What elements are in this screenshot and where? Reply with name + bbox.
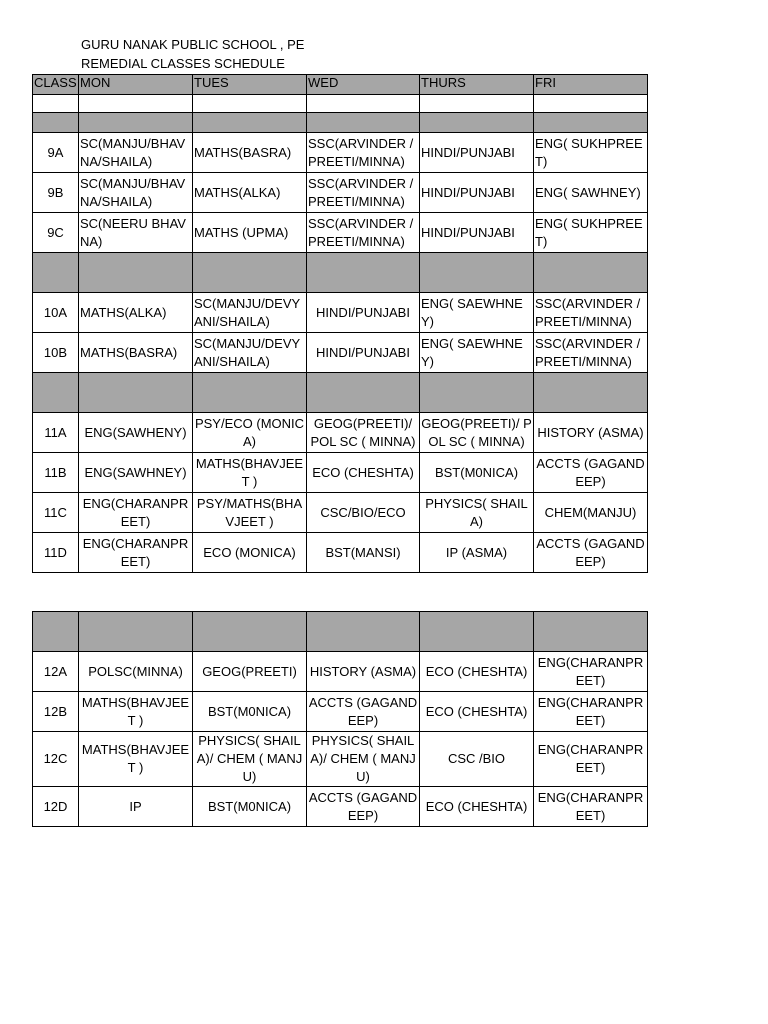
table-row: [33, 453, 648, 493]
wed-cell: CSC/BIO/ECO: [307, 493, 420, 533]
class-cell: 11B: [33, 453, 79, 493]
thurs-cell: ENG( SAEWHNEY): [420, 333, 534, 373]
thurs-cell: ECO (CHESHTA): [420, 652, 534, 692]
fri-cell: ACCTS (GAGANDEEP): [534, 453, 648, 493]
table-row: [33, 692, 648, 732]
school-name: GURU NANAK PUBLIC SCHOOL , PE: [81, 37, 305, 52]
thurs-cell: PHYSICS( SHAILA): [420, 493, 534, 533]
mon-cell: ENG(SAWHENY): [79, 413, 193, 453]
fri-cell: ENG(CHARANPREET): [534, 692, 648, 732]
tues-cell: BST(M0NICA): [193, 787, 307, 827]
mon-cell: MATHS(BHAVJEET ): [79, 692, 193, 732]
fri-cell: ENG(CHARANPREET): [534, 787, 648, 827]
wed-cell: PHYSICS( SHAILA)/ CHEM ( MANJU): [307, 732, 420, 787]
class-cell: 11C: [33, 493, 79, 533]
tues-cell: GEOG(PREETI): [193, 652, 307, 692]
wed-cell: SSC(ARVINDER / PREETI/MINNA): [307, 213, 420, 253]
fri-cell: HISTORY (ASMA): [534, 413, 648, 453]
tues-cell: MATHS(BHAVJEET ): [193, 453, 307, 493]
wed-cell: BST(MANSI): [307, 533, 420, 573]
fri-cell: ENG( SUKHPREET): [534, 133, 648, 173]
thurs-cell: BST(M0NICA): [420, 453, 534, 493]
separator-row: [33, 253, 648, 293]
tues-cell: MATHS(BASRA): [193, 133, 307, 173]
wed-cell: SSC(ARVINDER / PREETI/MINNA): [307, 173, 420, 213]
thurs-cell: ECO (CHESHTA): [420, 787, 534, 827]
tues-cell: PSY/MATHS(BHAVJEET ): [193, 493, 307, 533]
class-cell: 10A: [33, 293, 79, 333]
table-row: [33, 652, 648, 692]
separator-row: [33, 373, 648, 413]
class-cell: 9C: [33, 213, 79, 253]
thurs-cell: GEOG(PREETI)/ POL SC ( MINNA): [420, 413, 534, 453]
mon-cell: SC(NEERU BHAVNA): [79, 213, 193, 253]
blank-row: [33, 95, 648, 113]
table-row: [33, 732, 648, 787]
tues-cell: PSY/ECO (MONICA): [193, 413, 307, 453]
class-cell: 12C: [33, 732, 79, 787]
tues-cell: SC(MANJU/DEVYANI/SHAILA): [193, 293, 307, 333]
thurs-cell: CSC /BIO: [420, 732, 534, 787]
header-wed: WED: [307, 75, 420, 95]
table-row: [33, 133, 648, 173]
header-row: [33, 75, 648, 95]
table-row: [33, 493, 648, 533]
mon-cell: SC(MANJU/BHAVNA/SHAILA): [79, 133, 193, 173]
mon-cell: MATHS(ALKA): [79, 293, 193, 333]
fri-cell: ACCTS (GAGANDEEP): [534, 533, 648, 573]
table-row: [33, 333, 648, 373]
class-cell: 11A: [33, 413, 79, 453]
fri-cell: SSC(ARVINDER / PREETI/MINNA): [534, 293, 648, 333]
header-mon: MON: [79, 75, 193, 95]
wed-cell: ECO (CHESHTA): [307, 453, 420, 493]
mon-cell: MATHS(BHAVJEET ): [79, 732, 193, 787]
table-row: [33, 787, 648, 827]
header-fri: FRI: [534, 75, 648, 95]
wed-cell: ACCTS (GAGANDEEP): [307, 787, 420, 827]
wed-cell: HINDI/PUNJABI: [307, 333, 420, 373]
schedule-table-12: [32, 611, 648, 827]
mon-cell: ENG(CHARANPREET): [79, 533, 193, 573]
separator-row: [33, 612, 648, 652]
class-cell: 11D: [33, 533, 79, 573]
tues-cell: BST(M0NICA): [193, 692, 307, 732]
mon-cell: ENG(SAWHNEY): [79, 453, 193, 493]
wed-cell: HINDI/PUNJABI: [307, 293, 420, 333]
header-thurs: THURS: [420, 75, 534, 95]
table-row: [33, 413, 648, 453]
tues-cell: MATHS(ALKA): [193, 173, 307, 213]
mon-cell: MATHS(BASRA): [79, 333, 193, 373]
fri-cell: ENG(CHARANPREET): [534, 732, 648, 787]
thurs-cell: HINDI/PUNJABI: [420, 133, 534, 173]
separator-row: [33, 113, 648, 133]
table-row: [33, 213, 648, 253]
tues-cell: PHYSICS( SHAILA)/ CHEM ( MANJU): [193, 732, 307, 787]
fri-cell: ENG( SAWHNEY): [534, 173, 648, 213]
mon-cell: SC(MANJU/BHAVNA/SHAILA): [79, 173, 193, 213]
class-cell: 12A: [33, 652, 79, 692]
fri-cell: ENG(CHARANPREET): [534, 652, 648, 692]
table-row: [33, 173, 648, 213]
thurs-cell: IP (ASMA): [420, 533, 534, 573]
class-cell: 9A: [33, 133, 79, 173]
fri-cell: CHEM(MANJU): [534, 493, 648, 533]
class-cell: 12D: [33, 787, 79, 827]
table-row: [33, 533, 648, 573]
table-row: [33, 293, 648, 333]
mon-cell: IP: [79, 787, 193, 827]
schedule-table-9-11: [32, 74, 648, 573]
class-cell: 9B: [33, 173, 79, 213]
thurs-cell: ECO (CHESHTA): [420, 692, 534, 732]
fri-cell: ENG( SUKHPREET): [534, 213, 648, 253]
thurs-cell: HINDI/PUNJABI: [420, 173, 534, 213]
wed-cell: ACCTS (GAGANDEEP): [307, 692, 420, 732]
wed-cell: SSC(ARVINDER / PREETI/MINNA): [307, 133, 420, 173]
wed-cell: HISTORY (ASMA): [307, 652, 420, 692]
tues-cell: ECO (MONICA): [193, 533, 307, 573]
class-cell: 10B: [33, 333, 79, 373]
wed-cell: GEOG(PREETI)/ POL SC ( MINNA): [307, 413, 420, 453]
thurs-cell: ENG( SAEWHNEY): [420, 293, 534, 333]
fri-cell: SSC(ARVINDER / PREETI/MINNA): [534, 333, 648, 373]
schedule-title: REMEDIAL CLASSES SCHEDULE: [81, 56, 285, 71]
mon-cell: ENG(CHARANPREET): [79, 493, 193, 533]
tues-cell: MATHS (UPMA): [193, 213, 307, 253]
header-class: CLASS: [33, 75, 79, 95]
mon-cell: POLSC(MINNA): [79, 652, 193, 692]
header-tues: TUES: [193, 75, 307, 95]
tues-cell: SC(MANJU/DEVYANI/SHAILA): [193, 333, 307, 373]
thurs-cell: HINDI/PUNJABI: [420, 213, 534, 253]
class-cell: 12B: [33, 692, 79, 732]
